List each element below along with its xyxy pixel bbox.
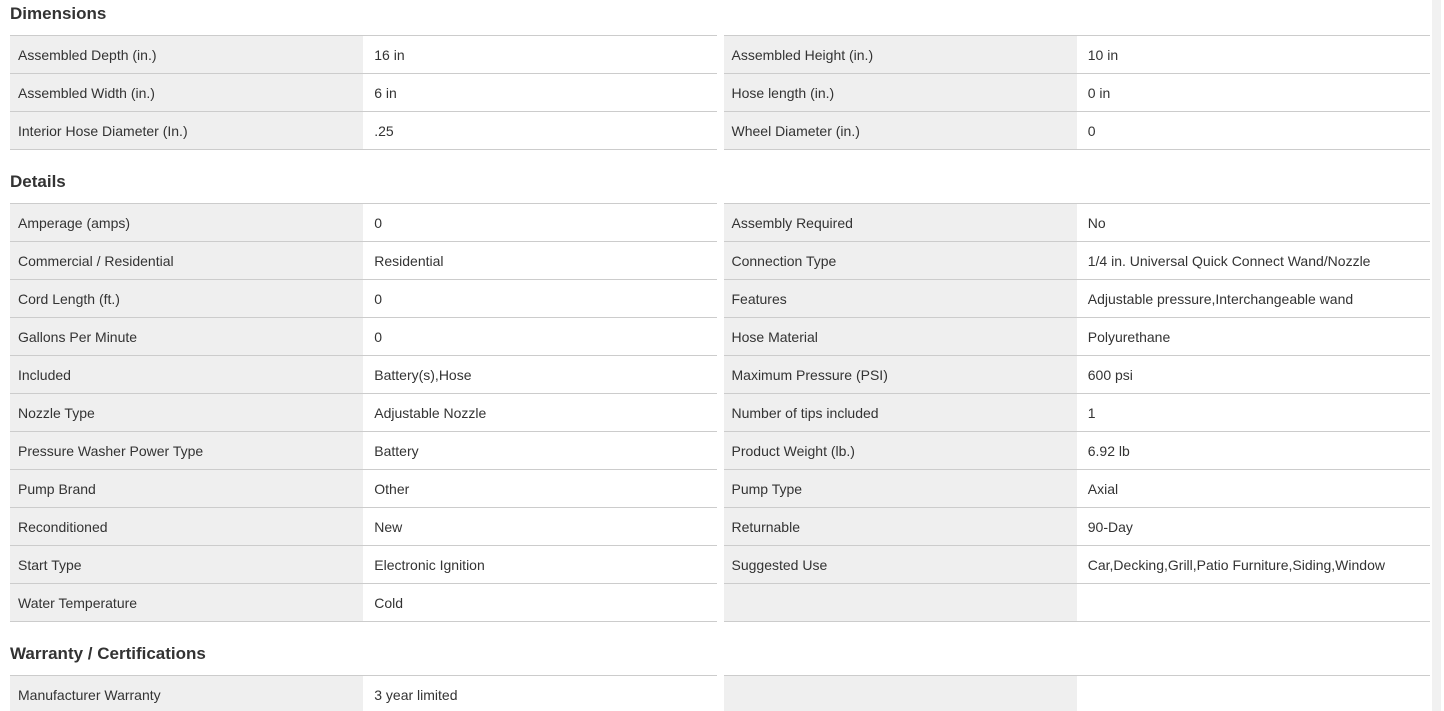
spec-value: 0 [374, 290, 383, 307]
spec-label: Suggested Use [724, 546, 1077, 583]
spec-label [724, 676, 1077, 711]
spec-row [10, 356, 717, 394]
spec-label: Cord Length (ft.) [10, 280, 363, 317]
spec-value: 16 in [374, 46, 405, 63]
details-tables [10, 203, 1430, 622]
spec-label: Water Temperature [10, 584, 363, 621]
spec-row [10, 394, 717, 432]
spec-value: Residential [374, 252, 444, 269]
spec-row [10, 242, 717, 280]
spec-label: Features [724, 280, 1077, 317]
spec-value: 6 in [374, 84, 397, 101]
spec-row [724, 584, 1431, 622]
spec-label: Product Weight (lb.) [724, 432, 1077, 469]
spec-label: Manufacturer Warranty [10, 676, 363, 711]
spec-row [724, 318, 1431, 356]
section-dimensions [10, 4, 1430, 150]
scrollbar-track[interactable] [1432, 0, 1441, 711]
spec-row [10, 676, 717, 711]
spec-row [10, 74, 717, 112]
spec-value: 3 year limited [374, 686, 458, 703]
spec-row [724, 470, 1431, 508]
spec-label: Maximum Pressure (PSI) [724, 356, 1077, 393]
spec-label: Hose length (in.) [724, 74, 1077, 111]
spec-label [724, 584, 1077, 621]
spec-label: Assembled Height (in.) [724, 36, 1077, 73]
spec-value: Car,Decking,Grill,Patio Furniture,Siding,Window [1087, 556, 1385, 573]
section-warranty-certifications [10, 644, 1430, 711]
spec-row [724, 280, 1431, 318]
spec-row [724, 112, 1431, 150]
spec-value [1077, 584, 1430, 621]
spec-label: Assembled Width (in.) [10, 74, 363, 111]
spec-value: 1 [1087, 404, 1096, 421]
details-table-right [724, 203, 1431, 622]
spec-row [724, 356, 1431, 394]
spec-value: Axial [1087, 480, 1119, 497]
spec-value [1077, 676, 1430, 711]
spec-row [724, 204, 1431, 242]
dimensions-table-right [724, 35, 1431, 150]
spec-value: 6.92 lb [1087, 442, 1130, 459]
spec-row [10, 470, 717, 508]
spec-label: Nozzle Type [10, 394, 363, 431]
spec-row [724, 676, 1431, 711]
spec-row [10, 508, 717, 546]
spec-value: No [1087, 214, 1106, 231]
section-title-dimensions: Dimensions [10, 4, 107, 23]
spec-row [10, 280, 717, 318]
spec-row [10, 36, 717, 74]
spec-value: .25 [374, 122, 394, 139]
spec-value: Adjustable Nozzle [374, 404, 487, 421]
spec-label: Returnable [724, 508, 1077, 545]
dimensions-table-left [10, 35, 717, 150]
spec-value: Cold [374, 594, 404, 611]
spec-value: New [374, 518, 403, 535]
spec-label: Hose Material [724, 318, 1077, 355]
spec-value: Adjustable pressure,Interchangeable wand [1087, 290, 1354, 307]
spec-row [10, 318, 717, 356]
spec-row [10, 584, 717, 622]
spec-row [10, 204, 717, 242]
section-title-warranty: Warranty / Certifications [10, 644, 206, 663]
spec-value: 0 [374, 214, 383, 231]
spec-value: 0 in [1087, 84, 1111, 101]
spec-label: Pressure Washer Power Type [10, 432, 363, 469]
spec-value: Electronic Ignition [374, 556, 485, 573]
spec-label: Assembled Depth (in.) [10, 36, 363, 73]
spec-value: Battery [374, 442, 419, 459]
spec-row [724, 36, 1431, 74]
details-table-left [10, 203, 717, 622]
spec-label: Interior Hose Diameter (In.) [10, 112, 363, 149]
spec-value: 0 [374, 328, 383, 345]
spec-value: Other [374, 480, 410, 497]
spec-label: Start Type [10, 546, 363, 583]
spec-row [724, 546, 1431, 584]
spec-label: Assembly Required [724, 204, 1077, 241]
spec-value: 10 in [1087, 46, 1119, 63]
spec-row [724, 74, 1431, 112]
spec-label: Included [10, 356, 363, 393]
spec-label: Commercial / Residential [10, 242, 363, 279]
spec-label: Connection Type [724, 242, 1077, 279]
spec-row [10, 546, 717, 584]
spec-value: 1/4 in. Universal Quick Connect Wand/Nozzle [1087, 252, 1371, 269]
spec-row [10, 112, 717, 150]
spec-label: Pump Type [724, 470, 1077, 507]
dimensions-tables [10, 35, 1430, 150]
spec-value: Polyurethane [1087, 328, 1171, 345]
spec-label: Gallons Per Minute [10, 318, 363, 355]
section-details [10, 172, 1430, 622]
spec-row [10, 432, 717, 470]
spec-label: Amperage (amps) [10, 204, 363, 241]
section-title-details: Details [10, 172, 66, 191]
spec-row [724, 394, 1431, 432]
spec-value: 0 [1087, 122, 1096, 139]
spec-row [724, 242, 1431, 280]
spec-label: Reconditioned [10, 508, 363, 545]
spec-value: Battery(s),Hose [374, 366, 472, 383]
specifications-panel [10, 4, 1430, 711]
spec-value: 600 psi [1087, 366, 1133, 383]
warranty-table-left [10, 675, 717, 711]
warranty-tables [10, 675, 1430, 711]
spec-row [724, 508, 1431, 546]
warranty-table-right [724, 675, 1431, 711]
spec-label: Number of tips included [724, 394, 1077, 431]
spec-label: Pump Brand [10, 470, 363, 507]
spec-row [724, 432, 1431, 470]
spec-label: Wheel Diameter (in.) [724, 112, 1077, 149]
spec-value: 90-Day [1087, 518, 1133, 535]
